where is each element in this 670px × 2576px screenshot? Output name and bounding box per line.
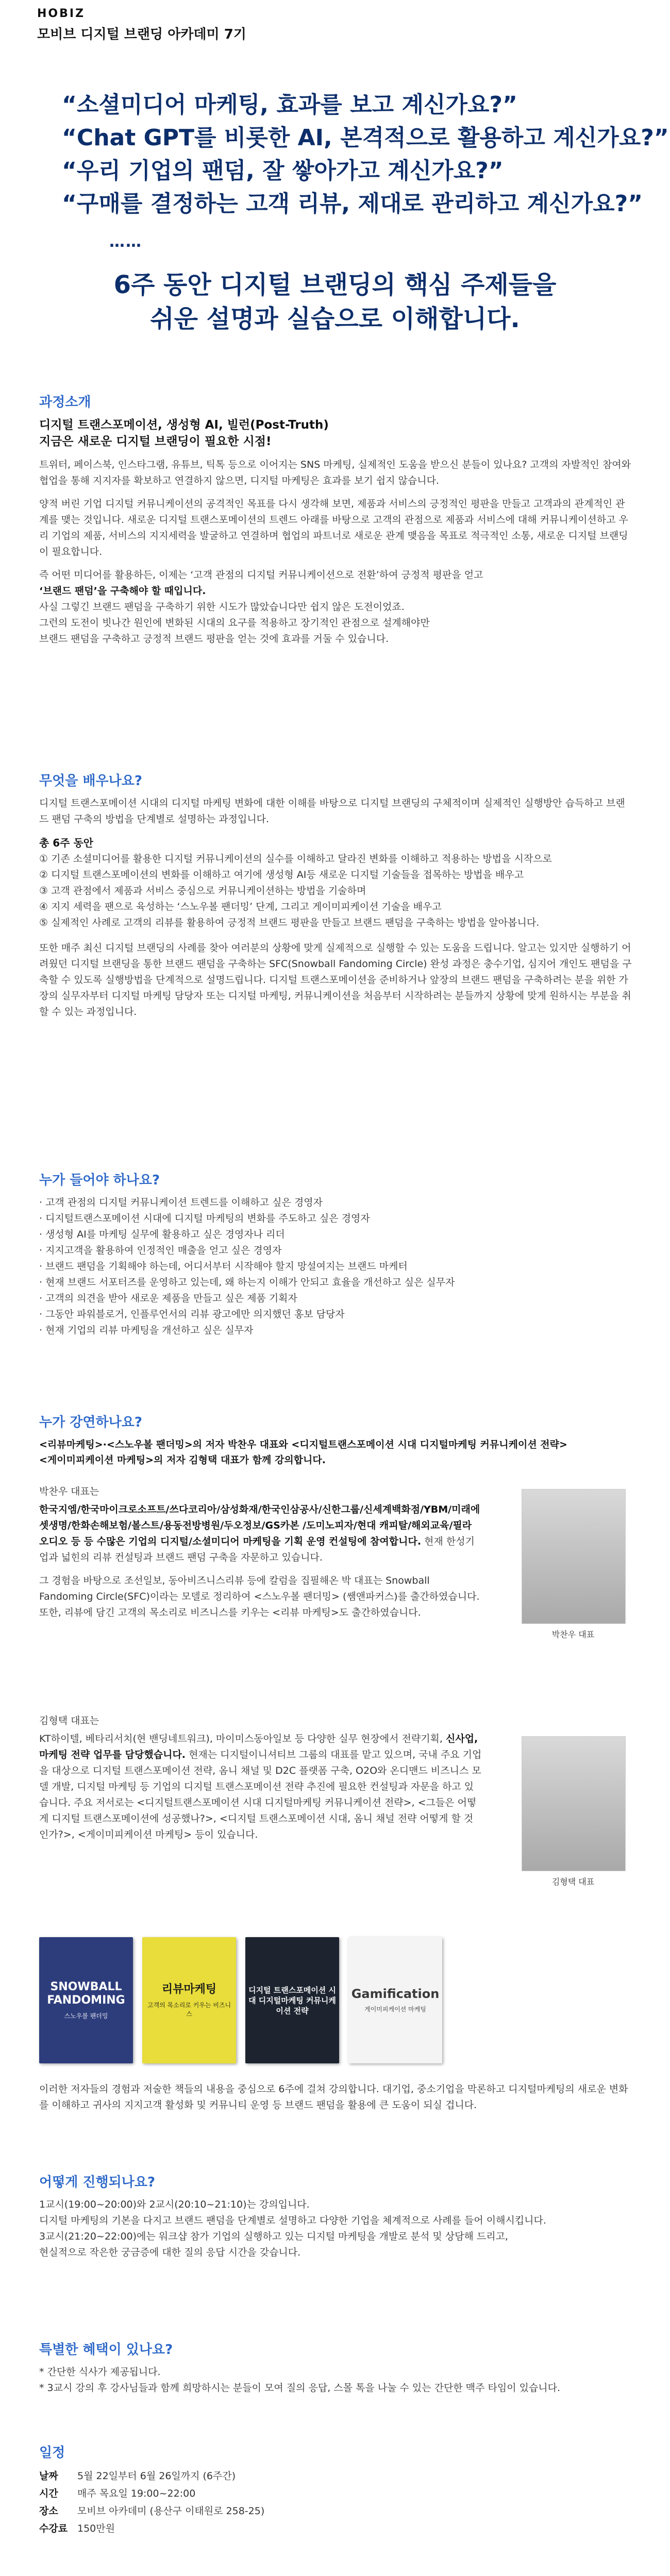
benefit-title: 특별한 혜택이 있나요? [39,2342,173,2358]
method-line: 1교시(19:00~20:00)와 2교시(20:10~21:10)는 강의입니다. [39,2199,310,2210]
book-cover [348,1937,442,2063]
schedule-row: 시간 매주 목요일 19:00~22:00 [39,2488,196,2499]
book-subtitle: 고객의 목소리로 키우는 비즈니스 [147,2001,231,2018]
park-bio-text: 그 경험을 바탕으로 조선일보, 동아비즈니스리뷰 등에 칼럼을 집필해온 박 대표는 Snowball Fandoming Circle(SFC)이라는 모델로 정리하여 <스노우볼 팬더밍> (쌤앤파커스)를 출간하였습니다. 또한, 리뷰에 담긴 고객의 목소리로 비즈니스를 키우는 <리뷰 마케팅>도 출간하였습니다. [39,1575,480,1618]
park-photo [522,1489,626,1624]
schedule-row: 날짜 5월 22일부터 6월 26일까지 (6주간) [39,2470,236,2482]
hero-quotes [62,89,669,221]
method-section [39,2172,632,2261]
park-bio [39,1484,482,1628]
ellipsis: …… [109,233,142,251]
instructors-intro: <게이미피케이션 마케팅>의 저자 김형택 대표가 함께 강의합니다. [39,1454,326,1466]
learn-paragraph: 또한 매주 최신 디지털 브랜딩의 사례를 찾아 여러분의 상황에 맞게 실제적으로 실행할 수 있는 도움을 드립니다. 알고는 있지만 실행하기 어려웠던 디지털 브랜딩을 통한 브랜드 팬덤을 구축하는 SFC(Snowball Fandoming Circle) 완성 과정은 충수기업, 심지어 개인도 팬덤을 구축할 수 있도록 실행방법을 단계적으로 설명드립니다. 디지털 트랜스포메이션을 준비하거나 앞장의 브랜드 팬덤을 구축하려는 분을 위한 가장의 실무자부터 디지털 마케팅 담당자 또는 디지털 마케팅, 커뮤니케이션을 처음부터 시작하려는 분들까지 상황에 맞게 원하시는 부분을 취할 수 있는 과정입니다. [39,942,632,1018]
book-title: 디지털 트랜스포메이션 시대 디지털마케팅 커뮤니케이션 전략 [248,1985,336,2015]
overview-section [39,392,632,647]
learn-list [39,851,632,931]
overview-heading: 디지털 트랜스포메이션, 생성형 AI, 빌런(Post-Truth) [39,418,329,432]
quote-line: “우리 기업의 팬덤, 잘 쌓아가고 계신가요?” [62,158,504,184]
kim-caption: 김형택 대표 [551,1877,595,1887]
learn-title: 무엇을 배우나요? [39,773,142,789]
learn-list-title: 총 6주 동안 [39,837,94,849]
learn-list-item: ③ 고객 관점에서 제품과 서비스 중심으로 커뮤니케이션하는 방법을 기술하며 [39,885,366,896]
book-cover [39,1937,133,2063]
audience-item: · 지지고객을 활용하여 인정적인 매출을 얻고 싶은 경영자 [39,1245,282,1256]
overview-title: 과정소개 [39,395,91,410]
audience-item: · 고객 관점의 디지털 커뮤니케이션 트렌드를 이해하고 싶은 경영자 [39,1197,323,1208]
overview-paragraph: 트위터, 페이스북, 인스타그램, 유튜브, 틱톡 등으로 이어지는 SNS 마케팅, 실제적인 도움을 받으신 분들이 있나요? 고객의 자발적인 참여와 협업을 통해 지지자를 확보하고 연결하지 않으면, 디지털 마케팅은 효과를 보기 쉽지 않습니다. [39,459,631,486]
audience-item: · 현재 기업의 리뷰 마케팅을 개선하고 싶은 실무자 [39,1325,254,1336]
park-name: 박찬우 대표는 [39,1486,99,1497]
series-title: 모비브 디지털 브랜딩 아카데미 7기 [37,27,246,42]
method-line: 3교시(21:20~22:00)에는 워크샵 참가 기업의 실행하고 있는 디지털 마케팅을 개발로 분석 및 상담해 드리고, [39,2231,508,2242]
kim-name: 김형택 대표는 [39,1715,99,1726]
audience-item: · 디지털트랜스포메이션 시대에 디지털 마케팅의 변화를 주도하고 싶은 경영자 [39,1213,370,1224]
audience-item: · 브랜드 팬덤을 기획해야 하는데, 어디서부터 시작해야 할지 망설여지는 브랜드 마케터 [39,1261,408,1272]
audience-title: 누가 들어야 하나요? [39,1173,160,1188]
kim-bio [39,1713,482,1850]
instructors-section [39,1412,632,1468]
book-title: Gamification [351,1987,440,2001]
lead-statement [0,268,670,336]
instructors-intro: <리뷰마케팅>·<스노우볼 팬더밍>의 저자 박찬우 대표와 <디지털트랜스포메이션 시대 디지털마케팅 커뮤니케이션 전략> [39,1439,567,1450]
overview-paragraph: 양적 버린 기업 디지털 커뮤니케이션의 공격적인 목표를 다시 생각해 보면, 제품과 서비스의 긍정적인 평판을 만들고 고객과의 관계적인 관계를 맺는 것입니다. 새로운 디지털 트랜스포메이션의 트렌드 아래를 바탕으로 고객의 관점으로 제품과 서비스에 대해 커뮤니케이션하고 우리 기업의 제품, 서비스의 지지세력을 발굴하고 연결하며 협업의 파트너로 새로운 관계 맺음을 목표로 적극적인 소통, 새로운 디지털 브랜딩이 필요합니다. [39,498,628,557]
closing-paragraph: 이러한 저자들의 경험과 저술한 책들의 내용을 중심으로 6주에 걸쳐 강의합니다. 대기업, 중소기업을 막론하고 디지털마케팅의 새로운 변화를 이해하고 귀사의 지지고객 활성화 및 커뮤니티 운영 등 브랜드 팬덤을 활용에 큰 도움이 되실 겁니다. [39,2083,628,2111]
book-subtitle: 게이미피케이션 마케팅 [364,2006,426,2013]
audience-item: · 생성형 AI를 마케팅 실무에 활용하고 싶은 경영자나 리더 [39,1229,285,1240]
method-line: 현실적으로 작은한 궁금증에 대한 질의 응답 시간을 갖습니다. [39,2247,301,2258]
book-cover [245,1937,339,2063]
method-title: 어떻게 진행되나요? [39,2175,156,2190]
overview-heading: 지금은 새로운 디지털 브랜딩이 필요한 시점! [39,435,272,448]
lead-line: 6주 동안 디지털 브랜딩의 핵심 주제들을 [113,270,557,299]
quote-line: “Chat GPT를 비롯한 AI, 본격적으로 활용하고 계신가요?” [62,125,669,151]
park-caption: 박찬우 대표 [551,1630,595,1639]
learn-section [39,770,632,1027]
academy-logo: HOBIZ [37,7,86,20]
learn-list-item: ② 디지털 트랜스포메이션의 변화를 이해하고 여기에 생성형 AI등 새로운 디지털 기술들을 접목하는 방법을 배우고 [39,869,524,880]
book-cover [142,1937,236,2063]
learn-list-item: ④ 지지 세력을 팬으로 육성하는 ‘스노우볼 팬더밍’ 단계, 그리고 게이미피케이션 기술을 배우고 [39,901,442,912]
method-line: 디지털 마케팅의 기본을 다지고 브랜드 팬덤을 단계별로 설명하고 다양한 기업을 체계적으로 사례를 들어 이해시킵니다. [39,2215,546,2226]
kim-bio-text: KT하이텔, 베타리서치(현 밴딩네트워크), 마이미스동아일보 등 다양한 실무 현장에서 전략기획, 신사업, 마케팅 전략 업무를 담당했습니다. 현재는 디지털이니셔티브 그룹의 대표를 맡고 있으며, 국내 주요 기업을 대상으로 디지털 트랜스포메이션 전략, 옴니 채널 및 D2C 플랫폼 구축, O2O와 온디맨드 비즈니스 모델 개발, 디지털 마케팅 등 기업의 디지털 트랜스포메이션 전략 추진에 필요한 컨설팅과 자문을 하고 있습니다. 주요 저서로는 <디지털트랜스포메이션 시대 디지털마케팅 커뮤니케이션 전략>, <그들은 어떻게 디지털 트랜스포메이션에 성공했나?>, <디지털 트랜스포메이션 시대, 옴니 채널 전략 어떻게 할 것인가?>, <게이미피케이션 마케팅> 등이 있습니다. [39,1733,482,1840]
benefit-item: * 3교시 강의 후 강사님들과 함께 희망하시는 분들이 모여 질의 응답, 스몰 톡을 나눌 수 있는 간단한 맥주 타임이 있습니다. [39,2382,561,2394]
schedule-row: 장소 모비브 아카데미 (용산구 이태원로 258-25) [39,2505,265,2517]
audience-item: · 고객의 의견을 받아 새로운 제품을 만들고 싶은 제품 기획자 [39,1293,297,1304]
lead-line: 쉬운 설명과 실습으로 이해합니다. [150,304,520,333]
benefit-item: * 간단한 식사가 제공됩니다. [39,2366,161,2378]
audience-item: · 그동안 파워블로거, 인플루언서의 리뷰 광고에만 의지했던 홍보 담당자 [39,1309,345,1320]
instructors-closing [39,2081,632,2121]
quote-line: “구매를 결정하는 고객 리뷰, 제대로 관리하고 계신가요?” [62,191,643,217]
book-subtitle: 스노우볼 팬더밍 [64,2012,108,2020]
quote-line: “소셜미디어 마케팅, 효과를 보고 계신가요?” [62,92,517,118]
kim-photo [522,1736,626,1871]
audience-section [39,1170,632,1338]
learn-list-item: ① 기존 소셜미디어를 활용한 디지털 커뮤니케이션의 실수를 이해하고 달라진 변화를 이해하고 적용하는 방법을 시작으로 [39,853,552,865]
overview-paragraph: 즉 어떤 미디어를 활용하든, 이제는 ‘고객 관점의 디지털 커뮤니케이션으로 전환’하여 긍정적 평판을 얻고 ‘브랜드 팬덤’을 구축해야 할 때입니다. 사실 그렇긴 브랜드 팬덤을 구축하기 위한 시도가 많았습니다만 쉽지 않은 도전이었죠. 그런의 도전이 빗나간 원인에 변화된 시대의 요구를 적용하고 장기적인 관점으로 설계해야만 브랜드 팬덤을 구축하고 긍정적 브랜드 평판을 얻는 것에 효과를 거둘 수 있습니다. [39,569,483,645]
audience-item: · 현재 브랜드 서포터즈를 운영하고 있는데, 왜 하는지 이해가 안되고 효율을 개선하고 싶은 실무자 [39,1277,455,1288]
schedule-row: 수강료 150만원 [39,2523,115,2534]
park-bio-text: 한국지엠/한국마이크로소프트/쓰다코리아/삼성화재/한국인삼공사/신한그룹/신세계백화점/YBM/미래에셋생명/한화손해보험/볼스트/용동전방병원/두오정보/GS카본 /도미노피자/현대 캐피탈/해외교육/필라 오디오 등 등 수많은 기업의 디지털/소셜미디어 마케팅을 기획 운영 컨설팅에 참여합니다. 현재 한성기업과 넓힌의 리뷰 컨설팅과 브랜드 팬덤 구축을 자문하고 있습니다. [39,1504,480,1563]
learn-list-item: ⑤ 실제적인 사례로 고객의 리뷰를 활용하여 긍정적 브랜드 평판을 만들고 브랜드 팬덤을 구축하는 방법을 알아봅니다. [39,917,540,928]
schedule-section [39,2442,632,2537]
benefit-section [39,2339,632,2396]
book-title: 리뷰마케팅 [161,1982,217,1996]
book-title: SNOWBALL FANDOMING [47,1980,125,2007]
learn-paragraph: 디지털 트랜스포메이션 시대의 디지털 마케팅 변화에 대한 이해를 바탕으로 디지털 브랜딩의 구체적이며 실제적인 실행방안 습득하고 브랜드 팬덤 구축의 방법을 단계별로 설명하는 과정입니다. [39,798,625,825]
instructors-title: 누가 강연하나요? [39,1415,142,1430]
schedule-title: 일정 [39,2445,65,2461]
